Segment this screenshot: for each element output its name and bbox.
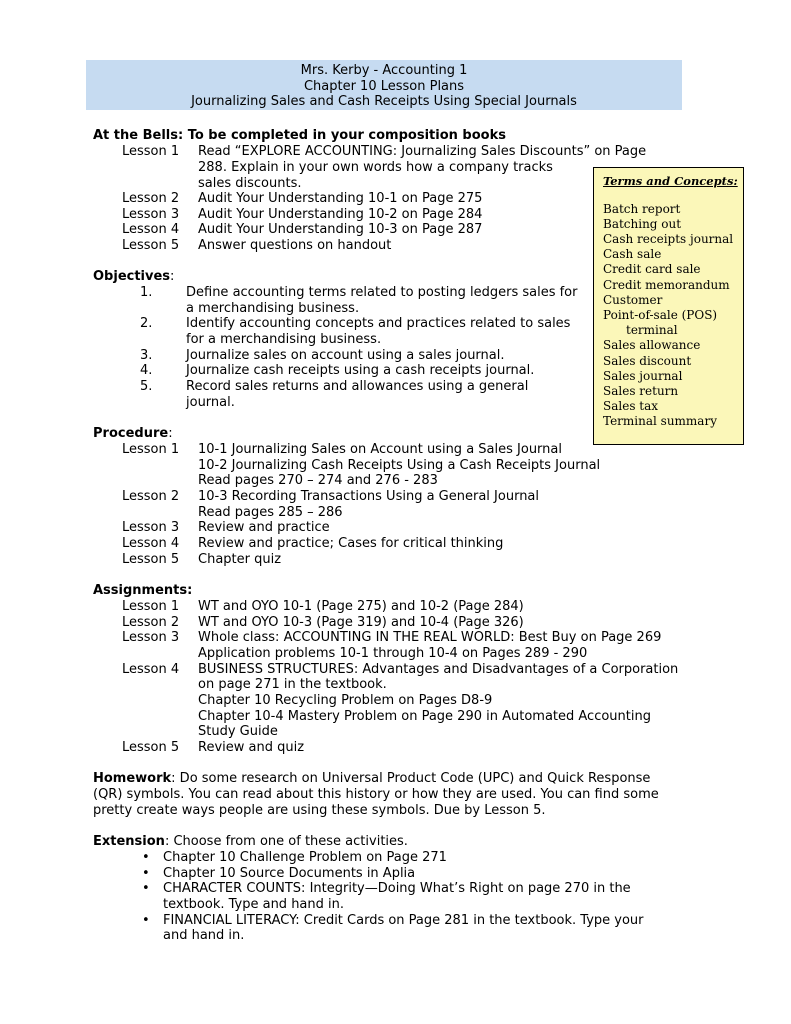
assignment-lesson-text: on page 271 in the textbook. [198,677,387,692]
procedure-lesson-text: Review and practice [198,520,330,535]
bullet-icon: • [142,913,150,928]
procedure-lesson-text: Read pages 285 – 286 [198,505,343,520]
procedure-lesson-text: Chapter quiz [198,552,282,567]
term-item: Batching out [603,217,682,231]
procedure-colon: : [168,426,173,441]
extension-item: CHARACTER COUNTS: Integrity—Doing What’s Right on page 270 in the [163,881,631,896]
bullet-icon: • [142,866,150,881]
assignment-lesson-text: Chapter 10 Recycling Problem on Pages D8-9 [198,693,493,708]
bells-lesson-label: Lesson 1 [122,144,180,159]
header-topic: Journalizing Sales and Cash Receipts Using Special Journals [191,94,577,110]
extension-item: Chapter 10 Challenge Problem on Page 271 [163,850,447,865]
bells-lesson-text: Audit Your Understanding 10-1 on Page 275 [198,191,483,206]
term-item: Customer [603,293,663,307]
bells-lesson-text: Audit Your Understanding 10-2 on Page 284 [198,207,483,222]
extension-intro: : Choose from one of these activities. [164,834,408,849]
bells-lesson-label: Lesson 5 [122,238,180,253]
term-item: Terminal summary [603,414,717,428]
bullet-icon: • [142,881,150,896]
assignments-heading: Assignments: [93,583,193,598]
bells-lesson-label: Lesson 3 [122,207,180,222]
term-item: Sales tax [603,399,659,413]
objective-number: 2. [140,316,153,331]
homework-text: (QR) symbols. You can read about this history or how they are used. You can find some [93,787,659,802]
assignment-lesson-text: WT and OYO 10-3 (Page 319) and 10-4 (Page 326) [198,615,524,630]
objective-number: 4. [140,363,153,378]
term-item: Cash sale [603,247,662,261]
procedure-lesson-label: Lesson 5 [122,552,180,567]
procedure-lesson-text: Review and practice; Cases for critical thinking [198,536,504,551]
procedure-lesson-text: 10-2 Journalizing Cash Receipts Using a Cash Receipts Journal [198,458,601,473]
term-item: Batch report [603,202,681,216]
objectives-heading: Objectives [93,269,171,284]
assignment-lesson-text: Whole class: ACCOUNTING IN THE REAL WORLD: Best Buy on Page 269 [198,630,662,645]
terms-title: Terms and Concepts: [603,174,738,188]
procedure-lesson-label: Lesson 1 [122,442,180,457]
objective-text: a merchandising business. [186,301,360,316]
bells-heading: At the Bells: To be completed in your composition books [93,128,506,143]
extension-item: FINANCIAL LITERACY: Credit Cards on Page 281 in the textbook. Type your [163,913,644,928]
objective-number: 3. [140,348,153,363]
extension-item: and hand in. [163,928,245,943]
extension-line [93,834,408,850]
term-item: Credit card sale [603,262,701,276]
extension-item: textbook. Type and hand in. [163,897,345,912]
homework-text: pretty create ways people are using these symbols. Due by Lesson 5. [93,803,546,818]
bells-lesson-text: Audit Your Understanding 10-3 on Page 287 [198,222,483,237]
assignment-lesson-label: Lesson 2 [122,615,180,630]
objectives-heading-line [93,269,174,285]
objectives-colon: : [170,269,175,284]
extension-heading: Extension [93,834,165,849]
objective-text: Define accounting terms related to posting ledgers sales for [186,285,578,300]
objective-text: Journalize cash receipts using a cash receipts journal. [186,363,535,378]
assignment-lesson-label: Lesson 5 [122,740,180,755]
assignment-lesson-text: Chapter 10-4 Mastery Problem on Page 290 in Automated Accounting [198,709,651,724]
procedure-lesson-label: Lesson 3 [122,520,180,535]
terms-and-concepts-box [593,167,744,445]
assignment-lesson-text: Study Guide [198,724,278,739]
procedure-lesson-label: Lesson 4 [122,536,180,551]
bells-lesson-text: Read “EXPLORE ACCOUNTING: Journalizing Sales Discounts” on Page [198,144,647,159]
homework-line [93,771,650,787]
assignment-lesson-text: Application problems 10-1 through 10-4 on Pages 289 - 290 [198,646,588,661]
term-item: Credit memorandum [603,278,730,292]
procedure-lesson-text: 10-3 Recording Transactions Using a General Journal [198,489,540,504]
term-item: Sales discount [603,354,692,368]
term-item: Cash receipts journal [603,232,734,246]
assignment-lesson-label: Lesson 1 [122,599,180,614]
header-teacher-course: Mrs. Kerby - Accounting 1 [300,63,468,78]
term-item: Sales allowance [603,338,701,352]
homework-heading: Homework [93,771,172,786]
term-item: Sales return [603,384,679,398]
extension-item: Chapter 10 Source Documents in Aplia [163,866,416,881]
header-chapter: Chapter 10 Lesson Plans [303,78,465,94]
bells-lesson-label: Lesson 2 [122,191,180,206]
assignment-lesson-text: BUSINESS STRUCTURES: Advantages and Disadvantages of a Corporation [198,662,679,677]
assignment-lesson-label: Lesson 4 [122,662,180,677]
bells-lesson-text: 288. Explain in your own words how a company tracks [198,160,553,175]
homework-text: : Do some research on Universal Product Code (UPC) and Quick Response [171,771,651,786]
assignment-lesson-text: Review and quiz [198,740,305,755]
procedure-lesson-text: 10-1 Journalizing Sales on Account using a Sales Journal [198,442,562,457]
objective-number: 5. [140,379,153,394]
objective-number: 1. [140,285,153,300]
procedure-heading: Procedure [93,426,169,441]
bullet-icon: • [142,850,150,865]
assignment-lesson-label: Lesson 3 [122,630,180,645]
document-header [86,60,682,110]
term-item: Point-of-sale (POS) [603,308,718,322]
term-item: Sales journal [603,369,683,383]
objective-text: Record sales returns and allowances using a general [186,379,529,394]
bells-lesson-text: Answer questions on handout [198,238,392,253]
objective-text: for a merchandising business. [186,332,382,347]
objective-text: journal. [186,395,235,410]
assignment-lesson-text: WT and OYO 10-1 (Page 275) and 10-2 (Page 284) [198,599,524,614]
bells-lesson-label: Lesson 4 [122,222,180,237]
objective-text: Identify accounting concepts and practices related to sales [186,316,571,331]
term-item: terminal [626,323,678,337]
procedure-lesson-text: Read pages 270 – 274 and 276 - 283 [198,473,438,488]
bells-lesson-text: sales discounts. [198,176,302,191]
objective-text: Journalize sales on account using a sales journal. [186,348,505,363]
procedure-lesson-label: Lesson 2 [122,489,180,504]
procedure-heading-line [93,426,173,442]
